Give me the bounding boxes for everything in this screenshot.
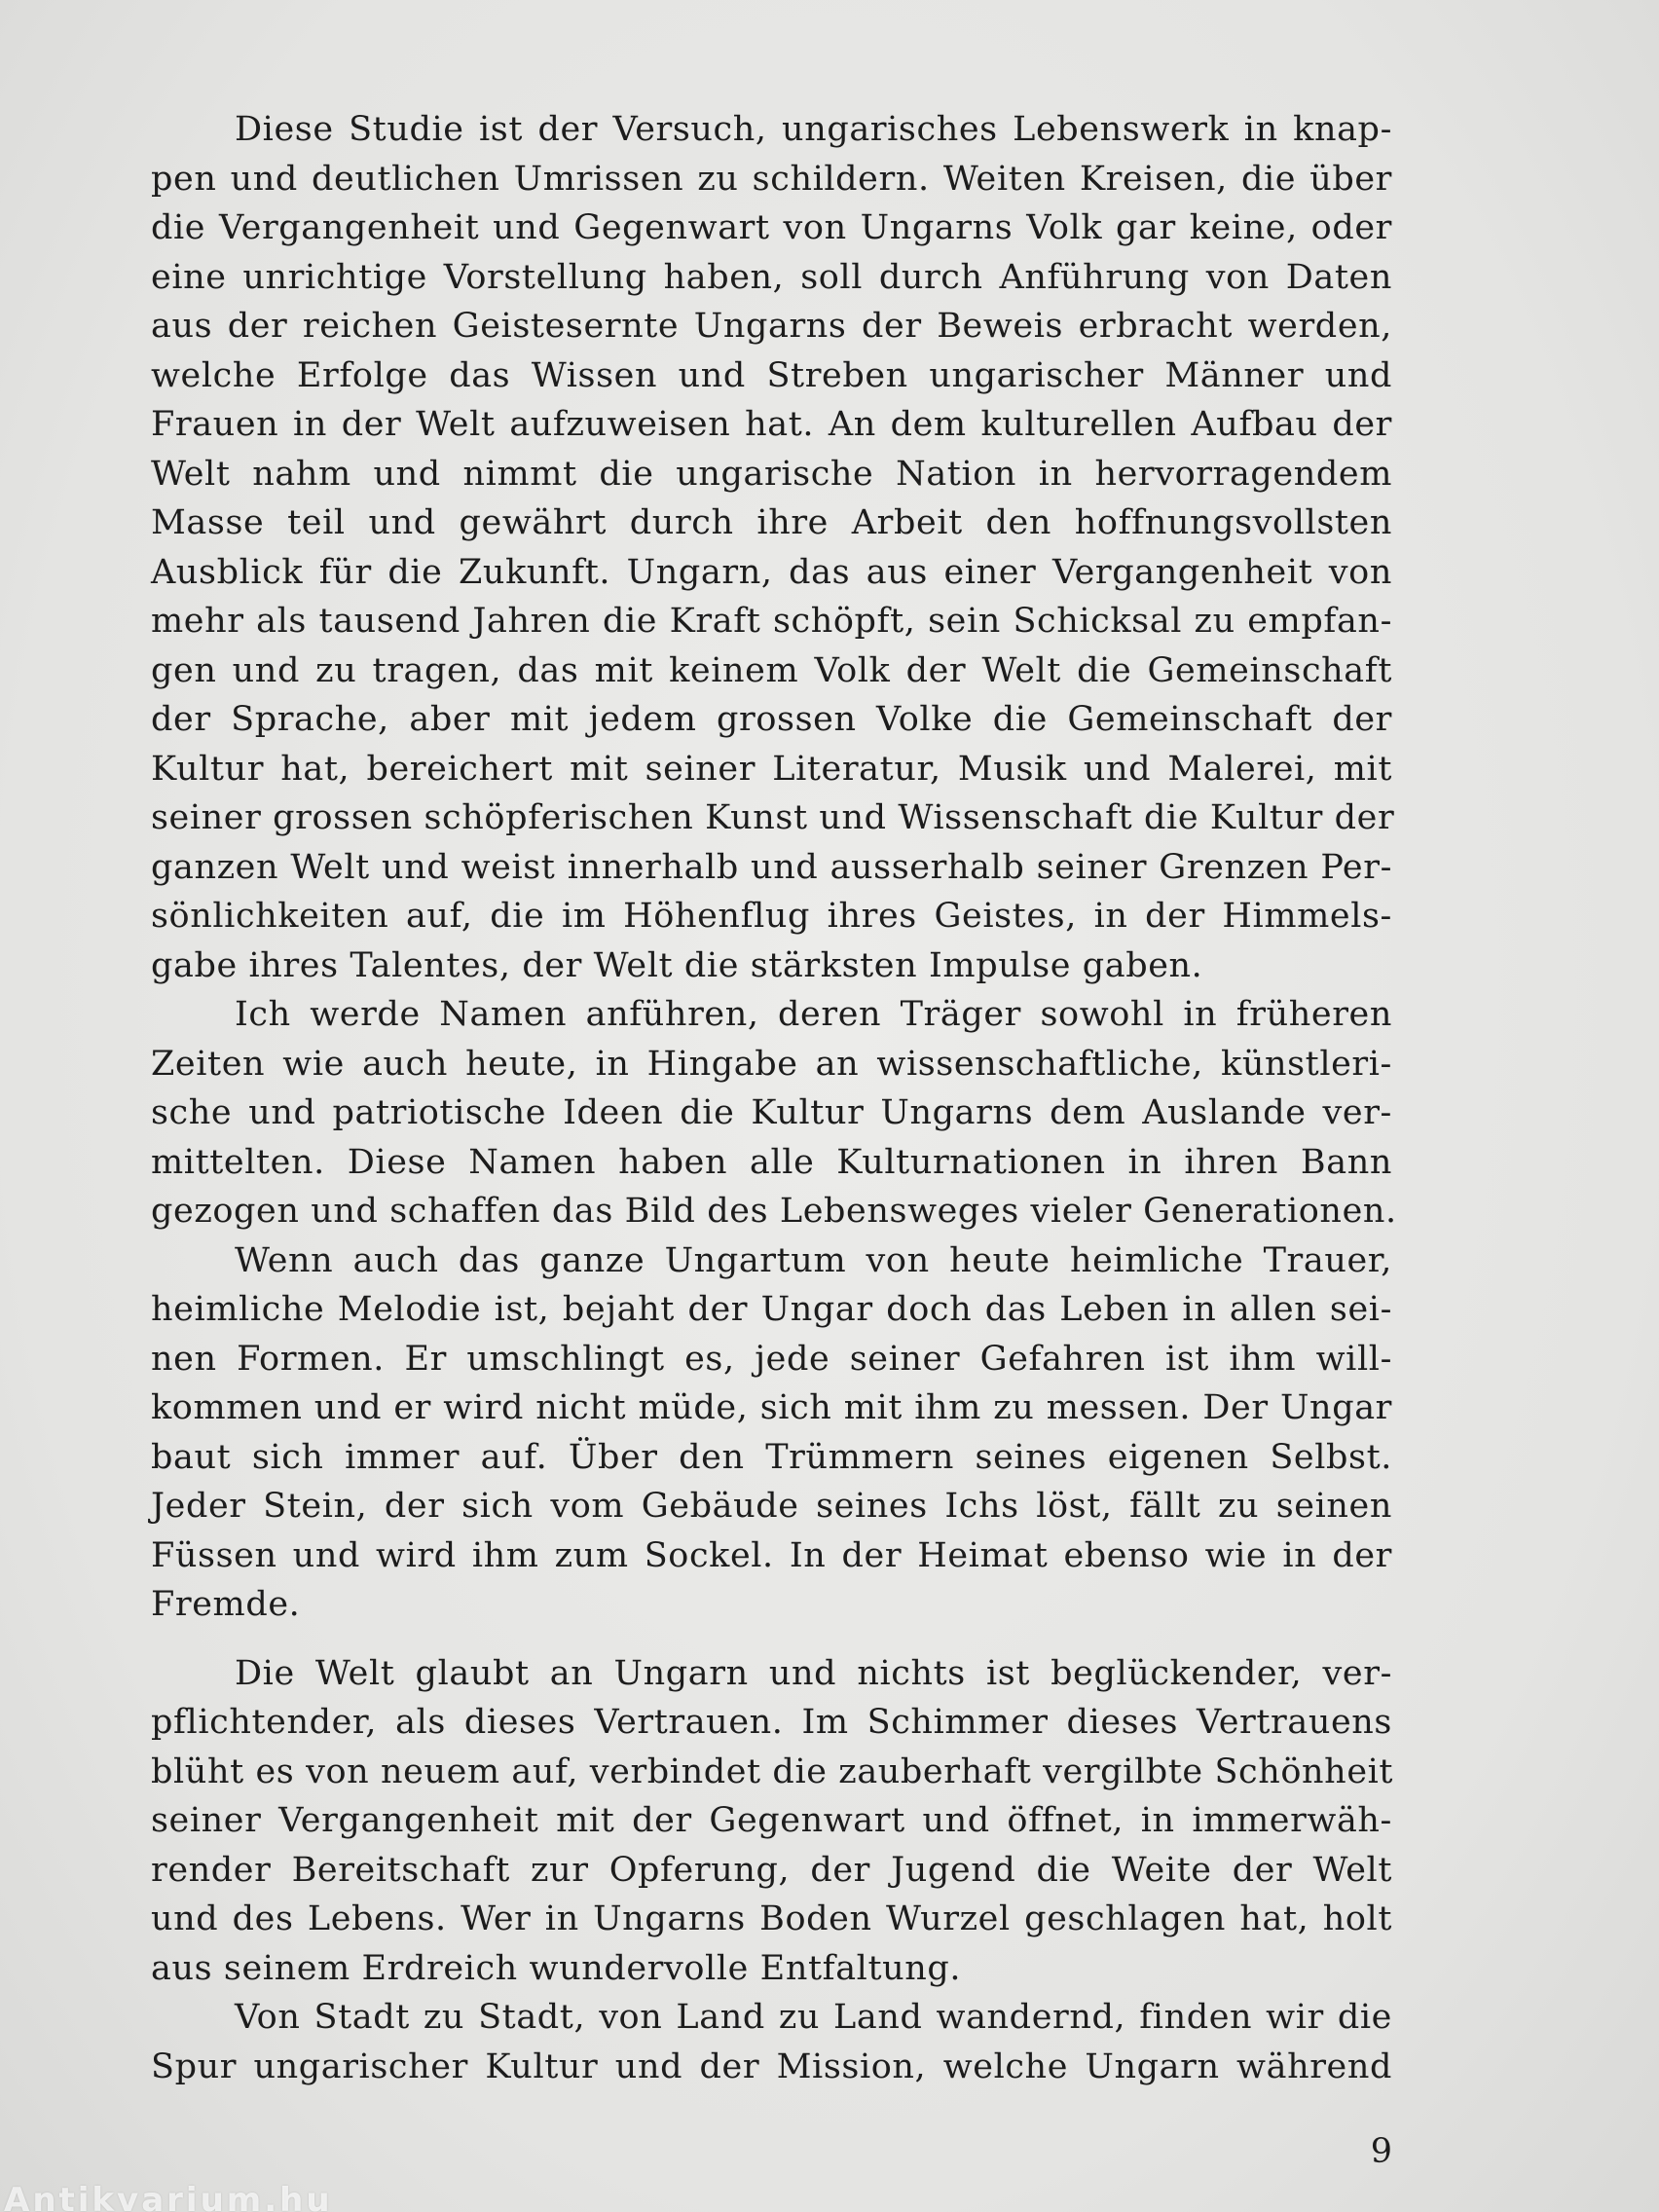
text-line: gen und zu tragen, das mit keinem Volk der Welt die Gemeinschaft xyxy=(151,650,1392,690)
text-line: kommen und er wird nicht müde, sich mit ihm zu messen. Der Ungar xyxy=(151,1388,1392,1427)
paragraph-3 xyxy=(151,1236,1392,1630)
text-line: render Bereitschaft zur Opferung, der Jugend die Weite der Welt xyxy=(151,1850,1392,1890)
paragraph-2 xyxy=(151,990,1397,1236)
text-line: mehr als tausend Jahren die Kraft schöpft, sein Schicksal zu empfan- xyxy=(151,602,1392,641)
text-line: Welt nahm und nimmt die ungarische Nation in hervorragendem xyxy=(151,454,1392,494)
text-line: Die Welt glaubt an Ungarn und nichts ist beglückender, ver- xyxy=(235,1653,1392,1693)
text-line: aus seinem Erdreich wundervolle Entfaltung. xyxy=(151,1948,962,1988)
text-line: Ich werde Namen anführen, deren Träger sowohl in früheren xyxy=(235,995,1392,1034)
body-text xyxy=(151,105,1397,2091)
text-line: Spur ungarischer Kultur und der Mission, welche Ungarn während xyxy=(151,2046,1392,2086)
paragraph-1 xyxy=(151,105,1395,990)
text-line: sche und patriotische Ideen die Kultur Ungarns dem Auslande ver- xyxy=(151,1093,1392,1132)
text-line: Kultur hat, bereichert mit seiner Literatur, Musik und Malerei, mit xyxy=(151,749,1392,789)
text-line: baut sich immer auf. Über den Trümmern seines eigenen Selbst. xyxy=(151,1437,1392,1477)
text-line: pen und deutlichen Umrissen zu schildern. Weiten Kreisen, die über xyxy=(151,159,1392,199)
text-line: Frauen in der Welt aufzuweisen hat. An dem kulturellen Aufbau der xyxy=(151,405,1392,444)
text-line: Masse teil und gewährt durch ihre Arbeit den hoffnungsvollsten xyxy=(151,503,1392,542)
page-number: 9 xyxy=(1370,2132,1392,2171)
text-line: Von Stadt zu Stadt, von Land zu Land wandernd, finden wir die xyxy=(235,1998,1392,2037)
text-line: blüht es von neuem auf, verbindet die zauberhaft vergilbte Schönheit xyxy=(151,1751,1394,1791)
text-line: ganzen Welt und weist innerhalb und ausserhalb seiner Grenzen Per- xyxy=(151,847,1392,887)
paragraph-4 xyxy=(151,1649,1392,1994)
text-line: Wenn auch das ganze Ungartum von heute heimliche Trauer, xyxy=(235,1240,1392,1280)
text-line: Füssen und wird ihm zum Sockel. In der Heimat ebenso wie in der xyxy=(151,1535,1392,1575)
text-line: sönlichkeiten auf, die im Höhenflug ihres Geistes, in der Himmels- xyxy=(151,897,1392,936)
text-line: Ausblick für die Zukunft. Ungarn, das aus einer Vergangenheit von xyxy=(151,552,1392,592)
text-line: Zeiten wie auch heute, in Hingabe an wissenschaftliche, künstleri- xyxy=(151,1044,1392,1084)
text-line: gezogen und schaffen das Bild des Lebensweges vieler Generationen. xyxy=(151,1192,1397,1231)
text-line: Jeder Stein, der sich vom Gebäude seines Ichs löst, fällt zu seinen xyxy=(151,1487,1392,1526)
text-line: Diese Studie ist der Versuch, ungarisches Lebenswerk in knap- xyxy=(235,110,1392,149)
text-line: heimliche Melodie ist, bejaht der Ungar doch das Leben in allen sei- xyxy=(151,1290,1392,1329)
text-line: aus der reichen Geisteserntе Ungarns der Beweis erbracht werden, xyxy=(151,307,1392,346)
text-line: mittelten. Diese Namen haben alle Kulturnationen in ihren Bann xyxy=(151,1142,1392,1182)
text-line: die Vergangenheit und Gegenwart von Ungarns Volk gar keine, oder xyxy=(151,208,1392,247)
text-line: nen Formen. Er umschlingt es, jede seiner Gefahren ist ihm will- xyxy=(151,1339,1392,1379)
text-line: der Sprache, aber mit jedem grossen Volke die Gemeinschaft der xyxy=(151,700,1392,739)
paragraph-5 xyxy=(151,1993,1392,2091)
text-line: gabe ihres Talentes, der Welt die stärksten Impulse gaben. xyxy=(151,945,1203,985)
text-line: seiner Vergangenheit mit der Gegenwart und öffnet, in immerwäh- xyxy=(151,1801,1392,1840)
text-line: welche Erfolge das Wissen und Streben ungarischer Männer und xyxy=(151,355,1392,395)
text-line: seiner grossen schöpferischen Kunst und Wissenschaft die Kultur der xyxy=(151,798,1395,837)
watermark: Antikvarium.hu xyxy=(4,2181,333,2212)
text-line: eine unrichtige Vorstellung haben, soll durch Anführung von Daten xyxy=(151,257,1392,297)
text-line: und des Lebens. Wer in Ungarns Boden Wurzel geschlagen hat, holt xyxy=(151,1899,1392,1938)
text-line: pflichtender, als dieses Vertrauen. Im Schimmer dieses Vertrauens xyxy=(151,1703,1392,1742)
text-line: Fremde. xyxy=(151,1585,301,1624)
